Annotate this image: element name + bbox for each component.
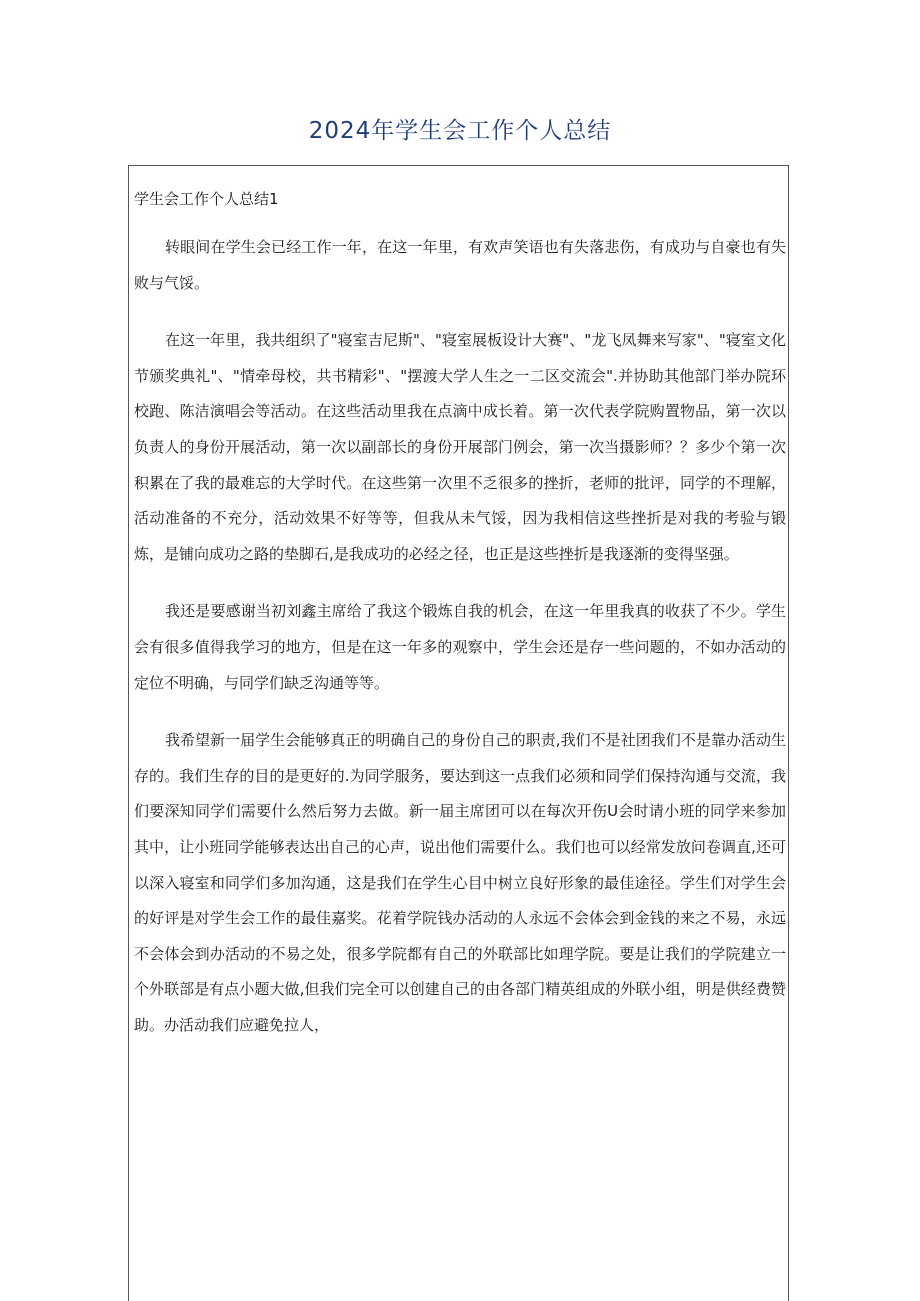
paragraph: 转眼间在学生会已经工作一年，在这一年里，有欢声笑语也有失落悲伤，有成功与自豪也有失败与气馁。	[134, 238, 786, 292]
content-box	[128, 165, 789, 1301]
paragraph: 在这一年里，我共组织了"寝室吉尼斯"、"寝室展板设计大赛"、"龙飞凤舞来写家"、"寝室文化节颁奖典礼"、"情牵母校，共书精彩"、"摆渡大学人生之一二区交流会".并协助其他部门举办院环校跑、陈洁演唱会等活动。在这些活动里我在点滴中成长着。第一次代表学院购置物品，第一次以负责人的身份开展活动，第一次以副部长的身份开展部门例会，第一次当摄影师？？多少个第一次积累在了我的最难忘的大学时代。在这些第一次里不乏很多的挫折，老师的批评，同学的不理解，活动准备的不充分，活动效果不好等等，但我从未气馁，因为我相信这些挫折是对我的考验与锻炼，是铺向成功之路的垫脚石,是我成功的必经之径，也正是这些挫折是我逐渐的变得坚强。	[134, 331, 786, 563]
paragraph: 我还是要感谢当初刘鑫主席给了我这个锻炼自我的机会，在这一年里我真的收获了不少。学生会有很多值得我学习的地方，但是在这一年多的观察中，学生会还是存一些问题的，不如办活动的定位不明确，与同学们缺乏沟通等等。	[134, 602, 786, 692]
page-title: 2024年学生会工作个人总结	[308, 118, 612, 144]
body-text	[134, 230, 786, 1065]
section-heading: 学生会工作个人总结1	[134, 190, 279, 208]
paragraph: 我希望新一届学生会能够真正的明确自己的身份自己的职责,我们不是社团我们不是靠办活动生存的。我们生存的目的是更好的.为同学服务，要达到这一点我们必须和同学们保持沟通与交流，我们要深知同学们需要什么然后努力去做。新一届主席团可以在每次开伤U会时请小班的同学来参加其中，让小班同学能够表达出自己的心声，说出他们需要什么。我们也可以经常发放问卷调直,还可以深入寝室和同学们多加沟通，这是我们在学生心目中树立良好形象的最佳途径。学生们对学生会的好评是对学生会工作的最佳嘉奖。花着学院钱办活动的人永远不会体会到金钱的来之不易，永远不会体会到办活动的不易之处，很多学院都有自己的外联部比如理学院。要是让我们的学院建立一个外联部是有点小题大做,但我们完全可以创建自己的由各部门精英组成的外联小组，明是供经费赞助。办活动我们应避免拉人，	[134, 731, 786, 1034]
